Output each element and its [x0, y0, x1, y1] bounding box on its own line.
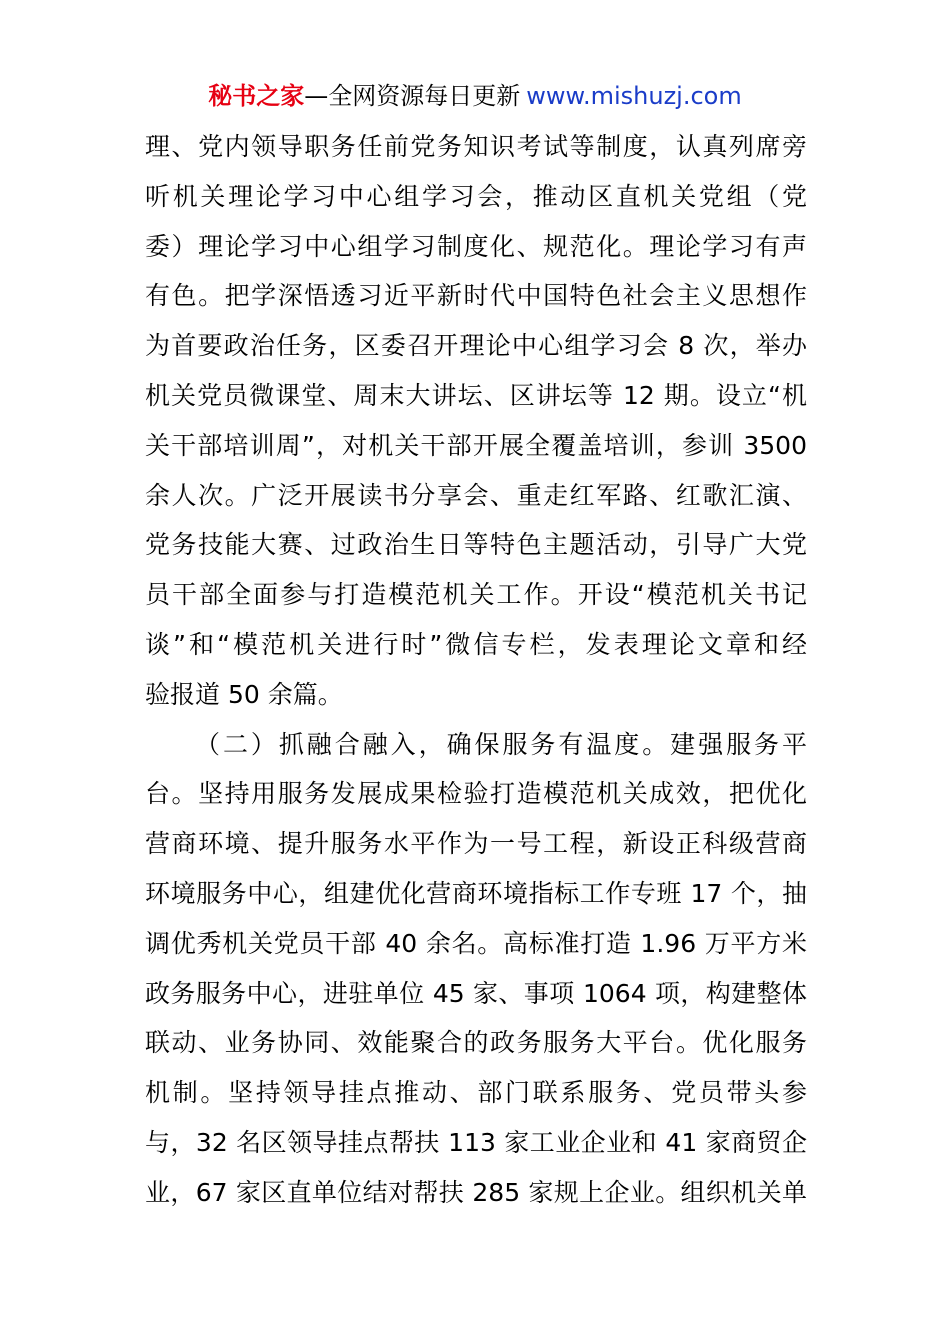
text-line: 委）理论学习中心组学习制度化、规范化。理论学习有声 [145, 231, 807, 261]
site-url-link[interactable]: www.mishuzj.com [526, 82, 742, 110]
text-line: 党务技能大赛、过政治生日等特色主题活动，引导广大党 [145, 530, 807, 560]
document-body [145, 122, 807, 1218]
paragraph-end-line: 验报道 50 余篇。 [145, 679, 343, 709]
text-line: 机制。坚持领导挂点推动、部门联系服务、党员带头参 [145, 1078, 807, 1108]
text-line: 政务服务中心，进驻单位 45 家、事项 1064 项，构建整体 [145, 978, 807, 1008]
site-tagline: —全网资源每日更新 [304, 82, 521, 110]
text-line: 听机关理论学习中心组学习会，推动区直机关党组（党 [145, 181, 807, 211]
text-line: 调优秀机关党员干部 40 余名。高标准打造 1.96 万平方米 [145, 928, 807, 958]
text-line: 谈”和“模范机关进行时”微信专栏，发表理论文章和经 [145, 629, 807, 659]
site-header [0, 80, 950, 112]
text-line: 联动、业务协同、效能聚合的政务服务大平台。优化服务 [145, 1028, 807, 1058]
text-line: 关干部培训周”，对机关干部开展全覆盖培训，参训 3500 [145, 430, 807, 460]
text-line: 余人次。广泛开展读书分享会、重走红军路、红歌汇演、 [145, 480, 807, 510]
text-line: 为首要政治任务，区委召开理论中心组学习会 8 次，举办 [145, 331, 807, 361]
text-line: 台。坚持用服务发展成果检验打造模范机关成效，把优化 [145, 779, 807, 809]
text-line: 营商环境、提升服务水平作为一号工程，新设正科级营商 [145, 829, 807, 859]
text-line: 理、党内领导职务任前党务知识考试等制度，认真列席旁 [145, 132, 807, 161]
text-line: 环境服务中心，组建优化营商环境指标工作专班 17 个，抽 [145, 878, 807, 908]
text-line: 与，32 名区领导挂点帮扶 113 家工业企业和 41 家商贸企 [145, 1127, 807, 1157]
text-line: 员干部全面参与打造模范机关工作。开设“模范机关书记 [145, 580, 807, 610]
text-line: 业，67 家区直单位结对帮扶 285 家规上企业。组织机关单 [145, 1177, 807, 1207]
text-line: 有色。把学深悟透习近平新时代中国特色社会主义思想作 [145, 281, 807, 311]
section-heading-line: （二）抓融合融入，确保服务有温度。建强服务平 [195, 729, 807, 759]
site-brand: 秘书之家 [208, 82, 305, 110]
text-line: 机关党员微课堂、周末大讲坛、区讲坛等 12 期。设立“机 [145, 380, 807, 410]
